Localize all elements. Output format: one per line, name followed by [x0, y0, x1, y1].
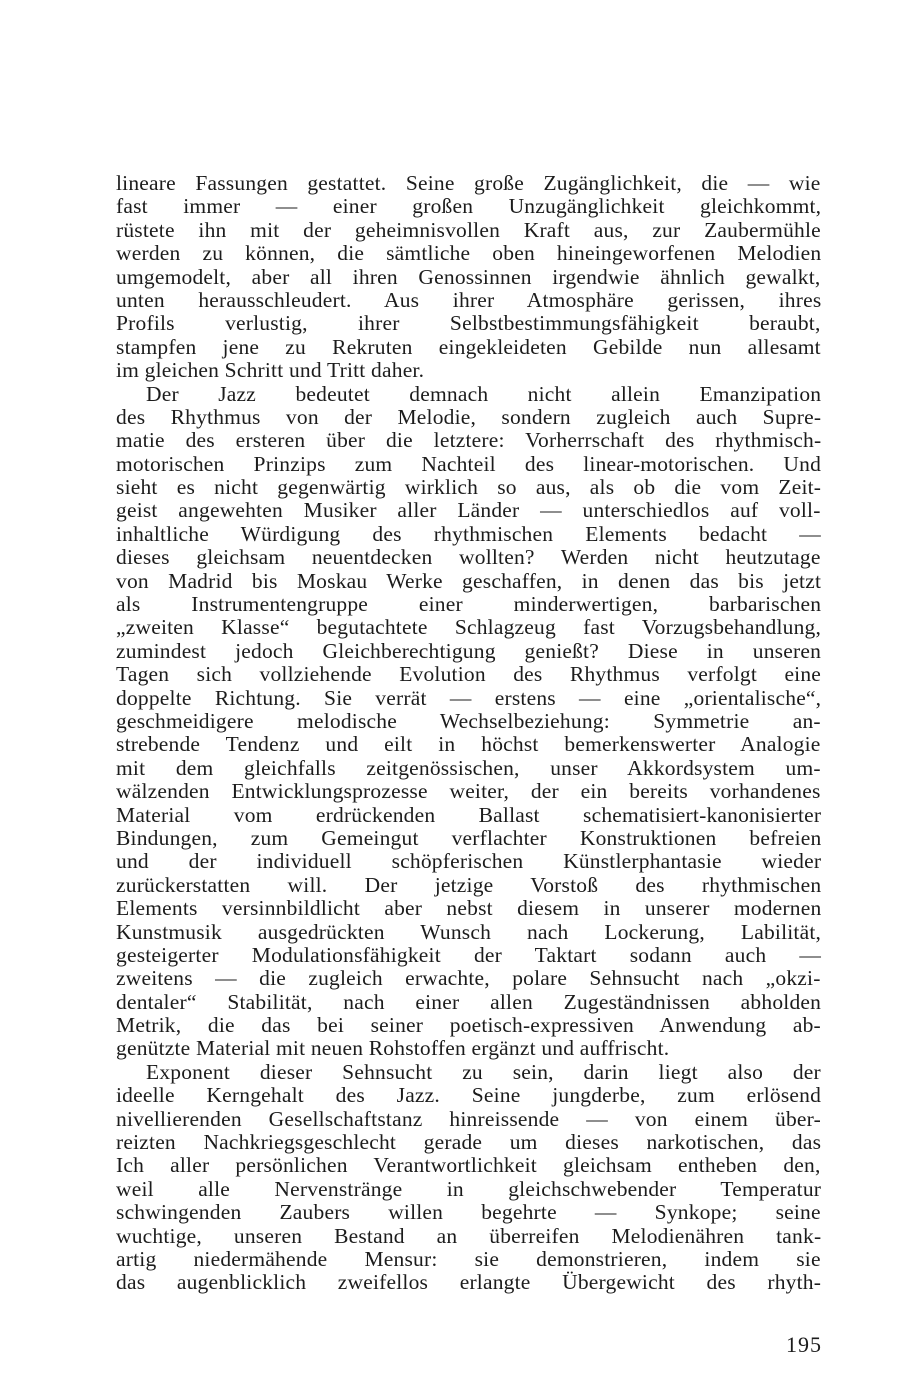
text-line: matie des ersteren über die letztere: Vorherrschaft des rhythmisch-: [116, 428, 822, 453]
text-line: von Madrid bis Moskau Werke geschaffen, in denen das bis jetzt: [116, 568, 822, 593]
text-line: schwingenden Zaubers willen begehrte — Synkope; seine: [116, 1200, 821, 1225]
text-line: sieht es nicht gegenwärtig wirklich so aus, als ob die vom Zeit-: [116, 475, 822, 500]
text-line: wälzenden Entwicklungsprozesse weiter, der ein bereits vorhandenes: [116, 779, 821, 804]
text-line: strebende Tendenz und eilt in höchst bemerkenswerter Analogie: [116, 732, 821, 757]
text-line: zurückerstatten will. Der jetzige Vorstoß des rhythmischen: [116, 872, 822, 897]
text-line: Bindungen, zum Gemeingut verflachter Konstruktionen befreien: [116, 825, 822, 850]
text-line: stampfen jene zu Rekruten eingekleideten Gebilde nun allesamt: [116, 334, 821, 359]
text-line: Profils verlustig, ihrer Selbstbestimmungsfähigkeit beraubt,: [116, 311, 821, 336]
text-line: nivellierenden Gesellschaftstanz hinreissende — von einem über-: [116, 1106, 821, 1131]
text-line: inhaltliche Würdigung des rhythmischen Elements bedacht —: [116, 521, 821, 546]
text-line: dentaler“ Stabilität, nach einer allen Zugeständnissen abholden: [116, 989, 822, 1014]
text-line: und der individuell schöpferischen Künstlerphantasie wieder: [116, 849, 822, 874]
body-text: [116, 172, 821, 1295]
text-line: unten herausschleudert. Aus ihrer Atmosphäre gerissen, ihres: [116, 287, 822, 312]
text-line: doppelte Richtung. Sie verrät — erstens — eine „orientalische“,: [116, 685, 822, 710]
text-line: Tagen sich vollziehende Evolution des Rhythmus verfolgt eine: [116, 662, 822, 687]
text-line: weil alle Nervenstränge in gleichschwebender Temperatur: [116, 1176, 822, 1201]
page-number: 195: [786, 1332, 822, 1357]
text-line: genützte Material mit neuen Rohstoffen ergänzt und auffrischt.: [116, 1036, 670, 1061]
text-line: motorischen Prinzips zum Nachteil des linear-motorischen. Und: [116, 451, 822, 476]
text-line: gesteigerter Modulationsfähigkeit der Taktart sodann auch —: [116, 942, 822, 967]
text-line: Material vom erdrückenden Ballast schematisiert-kanonisierter: [116, 802, 822, 827]
text-line: artig niedermähende Mensur: sie demonstrieren, indem sie: [116, 1246, 821, 1271]
text-line: Elements versinnbildlicht aber nebst diesem in unserer modernen: [116, 896, 822, 921]
text-line: Kunstmusik ausgedrückten Wunsch nach Lockerung, Labilität,: [116, 919, 822, 944]
text-line: reizten Nachkriegsgeschlecht gerade um dieses narkotischen, das: [116, 1130, 822, 1155]
text-line: dieses gleichsam neuentdecken wollten? Werden nicht heutzutage: [116, 545, 821, 570]
text-line: lineare Fassungen gestattet. Seine große Zugänglichkeit, die — wie: [116, 171, 821, 195]
text-line: wuchtige, unseren Bestand an überreifen Melodienähren tank-: [116, 1223, 822, 1248]
text-line: das augenblicklich zweifellos erlangte Übergewicht des rhyth-: [116, 1270, 822, 1295]
text-line: zweitens — die zugleich erwachte, polare Sehnsucht nach „okzi-: [116, 966, 821, 991]
text-line: im gleichen Schritt und Tritt daher.: [116, 358, 425, 383]
text-line: mit dem gleichfalls zeitgenössischen, unser Akkordsystem um-: [116, 755, 821, 780]
paragraph-start-line: Exponent dieser Sehnsucht zu sein, darin liegt also der: [146, 1059, 821, 1084]
text-line: werden zu können, die sämtliche oben hineingeworfenen Melodien: [116, 241, 822, 266]
text-line: fast immer — einer großen Unzugänglichkeit gleichkommt,: [116, 194, 822, 219]
text-line: rüstete ihn mit der geheimnisvollen Kraft aus, zur Zaubermühle: [116, 217, 821, 242]
text-line: zumindest jedoch Gleichberechtigung genießt? Diese in unseren: [116, 638, 822, 663]
text-line: ideelle Kerngehalt des Jazz. Seine jungderbe, zum erlösend: [116, 1083, 822, 1108]
text-line: Ich aller persönlichen Verantwortlichkeit gleichsam entheben den,: [116, 1153, 821, 1178]
text-line: geist angewehten Musiker aller Länder — unterschiedlos auf voll-: [116, 498, 821, 523]
text-line: als Instrumentengruppe einer minderwertigen, barbarischen: [116, 592, 822, 617]
paragraph-start-line: Der Jazz bedeutet demnach nicht allein Emanzipation: [146, 381, 822, 406]
text-line: des Rhythmus von der Melodie, sondern zugleich auch Supre-: [116, 404, 822, 429]
text-line: umgemodelt, aber all ihren Genossinnen irgendwie ähnlich gewalkt,: [116, 264, 821, 289]
text-line: geschmeidigere melodische Wechselbeziehung: Symmetrie an-: [116, 708, 821, 733]
text-line: Metrik, die das bei seiner poetisch-expressiven Anwendung ab-: [116, 1013, 821, 1038]
text-line: „zweiten Klasse“ begutachtete Schlagzeug fast Vorzugsbehandlung,: [116, 615, 822, 640]
